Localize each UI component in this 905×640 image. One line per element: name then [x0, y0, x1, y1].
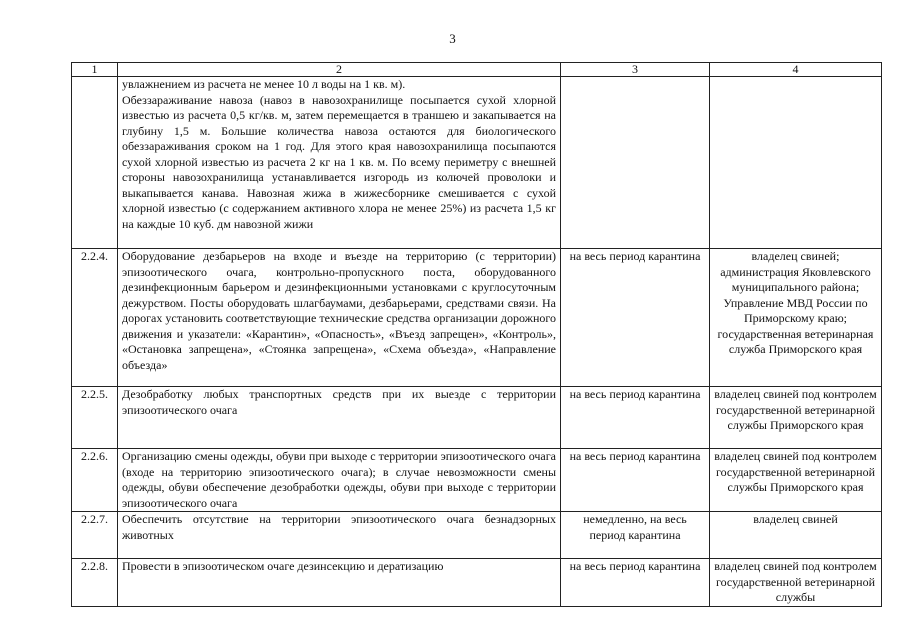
row-number: 2.2.4. — [72, 249, 118, 387]
table-row — [72, 512, 882, 559]
row-number — [72, 77, 118, 249]
table-row-continuation — [72, 77, 882, 249]
row-number: 2.2.8. — [72, 559, 118, 607]
row-responsible — [710, 77, 882, 249]
row-term: на весь период карантина — [561, 559, 710, 607]
table-row — [72, 249, 882, 387]
row-term — [561, 77, 710, 249]
row-number: 2.2.7. — [72, 512, 118, 559]
table-row — [72, 449, 882, 512]
row-description: Провести в эпизоотическом очаге дезинсекцию и дератизацию — [118, 559, 561, 607]
column-header-1: 1 — [72, 63, 118, 77]
row-description: Обеспечить отсутствие на территории эпизоотического очага безнадзорных животных — [118, 512, 561, 559]
row-description: Дезобработку любых транспортных средств при их выезде с территории эпизоотического очага — [118, 387, 561, 449]
table-row — [72, 387, 882, 449]
table-header-row — [72, 63, 882, 77]
row-number: 2.2.5. — [72, 387, 118, 449]
column-header-2: 2 — [118, 63, 561, 77]
description-paragraph: увлажнением из расчета не менее 10 л воды на 1 кв. м). — [122, 77, 406, 91]
row-number: 2.2.6. — [72, 449, 118, 512]
row-term: на весь период карантина — [561, 387, 710, 449]
row-term: на весь период карантина — [561, 249, 710, 387]
row-description — [118, 77, 561, 249]
row-responsible: владелец свиней под контролем государственной ветеринарной службы Приморского края — [710, 387, 882, 449]
row-responsible: владелец свиней под контролем государственной ветеринарной службы — [710, 559, 882, 607]
row-responsible: владелец свиней — [710, 512, 882, 559]
table-row — [72, 559, 882, 607]
measures-table — [71, 62, 882, 607]
row-description: Оборудование дезбарьеров на входе и въезде на территорию (с территории) эпизоотического очага, контрольно-пропускного поста, оборудованного дезинфекционным барьером и дезинфекционными установками с круглосуточным дежурством. Посты оборудовать шлагбаумами, дезбарьерами, средствами связи. На дорогах установить соответствующие технические средства организации дорожного движения и указатели: «Карантин», «Опасность», «Въезд запрещен», «Контроль», «Остановка запрещена», «Стоянка запрещена», «Схема объезда», «Направление объезда» — [118, 249, 561, 387]
row-description: Организацию смены одежды, обуви при выходе с территории эпизоотического очага (входе на территорию эпизоотического очага); в случае невозможности смены одежды, обуви обеспечение дезобработки одежды, обуви при выходе с территории эпизоотического очага — [118, 449, 561, 512]
column-header-3: 3 — [561, 63, 710, 77]
page-number: 3 — [449, 31, 456, 46]
column-header-4: 4 — [710, 63, 882, 77]
description-paragraph: Обеззараживание навоза (навоз в навозохранилище посыпается сухой хлорной известью из расчета 0,5 кг/кв. м, затем перемещается в траншею и закапывается на глубину 1,5 м. Большие количества навоза остаются для биологического обеззараживания сроком на 1 год. Для этого края навозохранилища посыпаются сухой хлорной известью из расчета 2 кг на 1 кв. м. По всему периметру с внешней стороны навозохранилища устанавливается изгородь из колючей проволоки и выкапывается канава. Навозная жижа в жижесборнике смешивается с сухой хлорной известью (с содержанием активного хлора не менее 25%) из расчета 1,5 кг на каждые 10 куб. дм навозной жижи — [122, 92, 556, 231]
row-term: на весь период карантина — [561, 449, 710, 512]
row-responsible: владелец свиней под контролем государственной ветеринарной службы Приморского края — [710, 449, 882, 512]
row-responsible: владелец свиней; администрация Яковлевского муниципального района; Управление МВД России по Приморскому краю; государственная ветеринарная служба Приморского края — [710, 249, 882, 387]
row-term: немедленно, на весь период карантина — [561, 512, 710, 559]
